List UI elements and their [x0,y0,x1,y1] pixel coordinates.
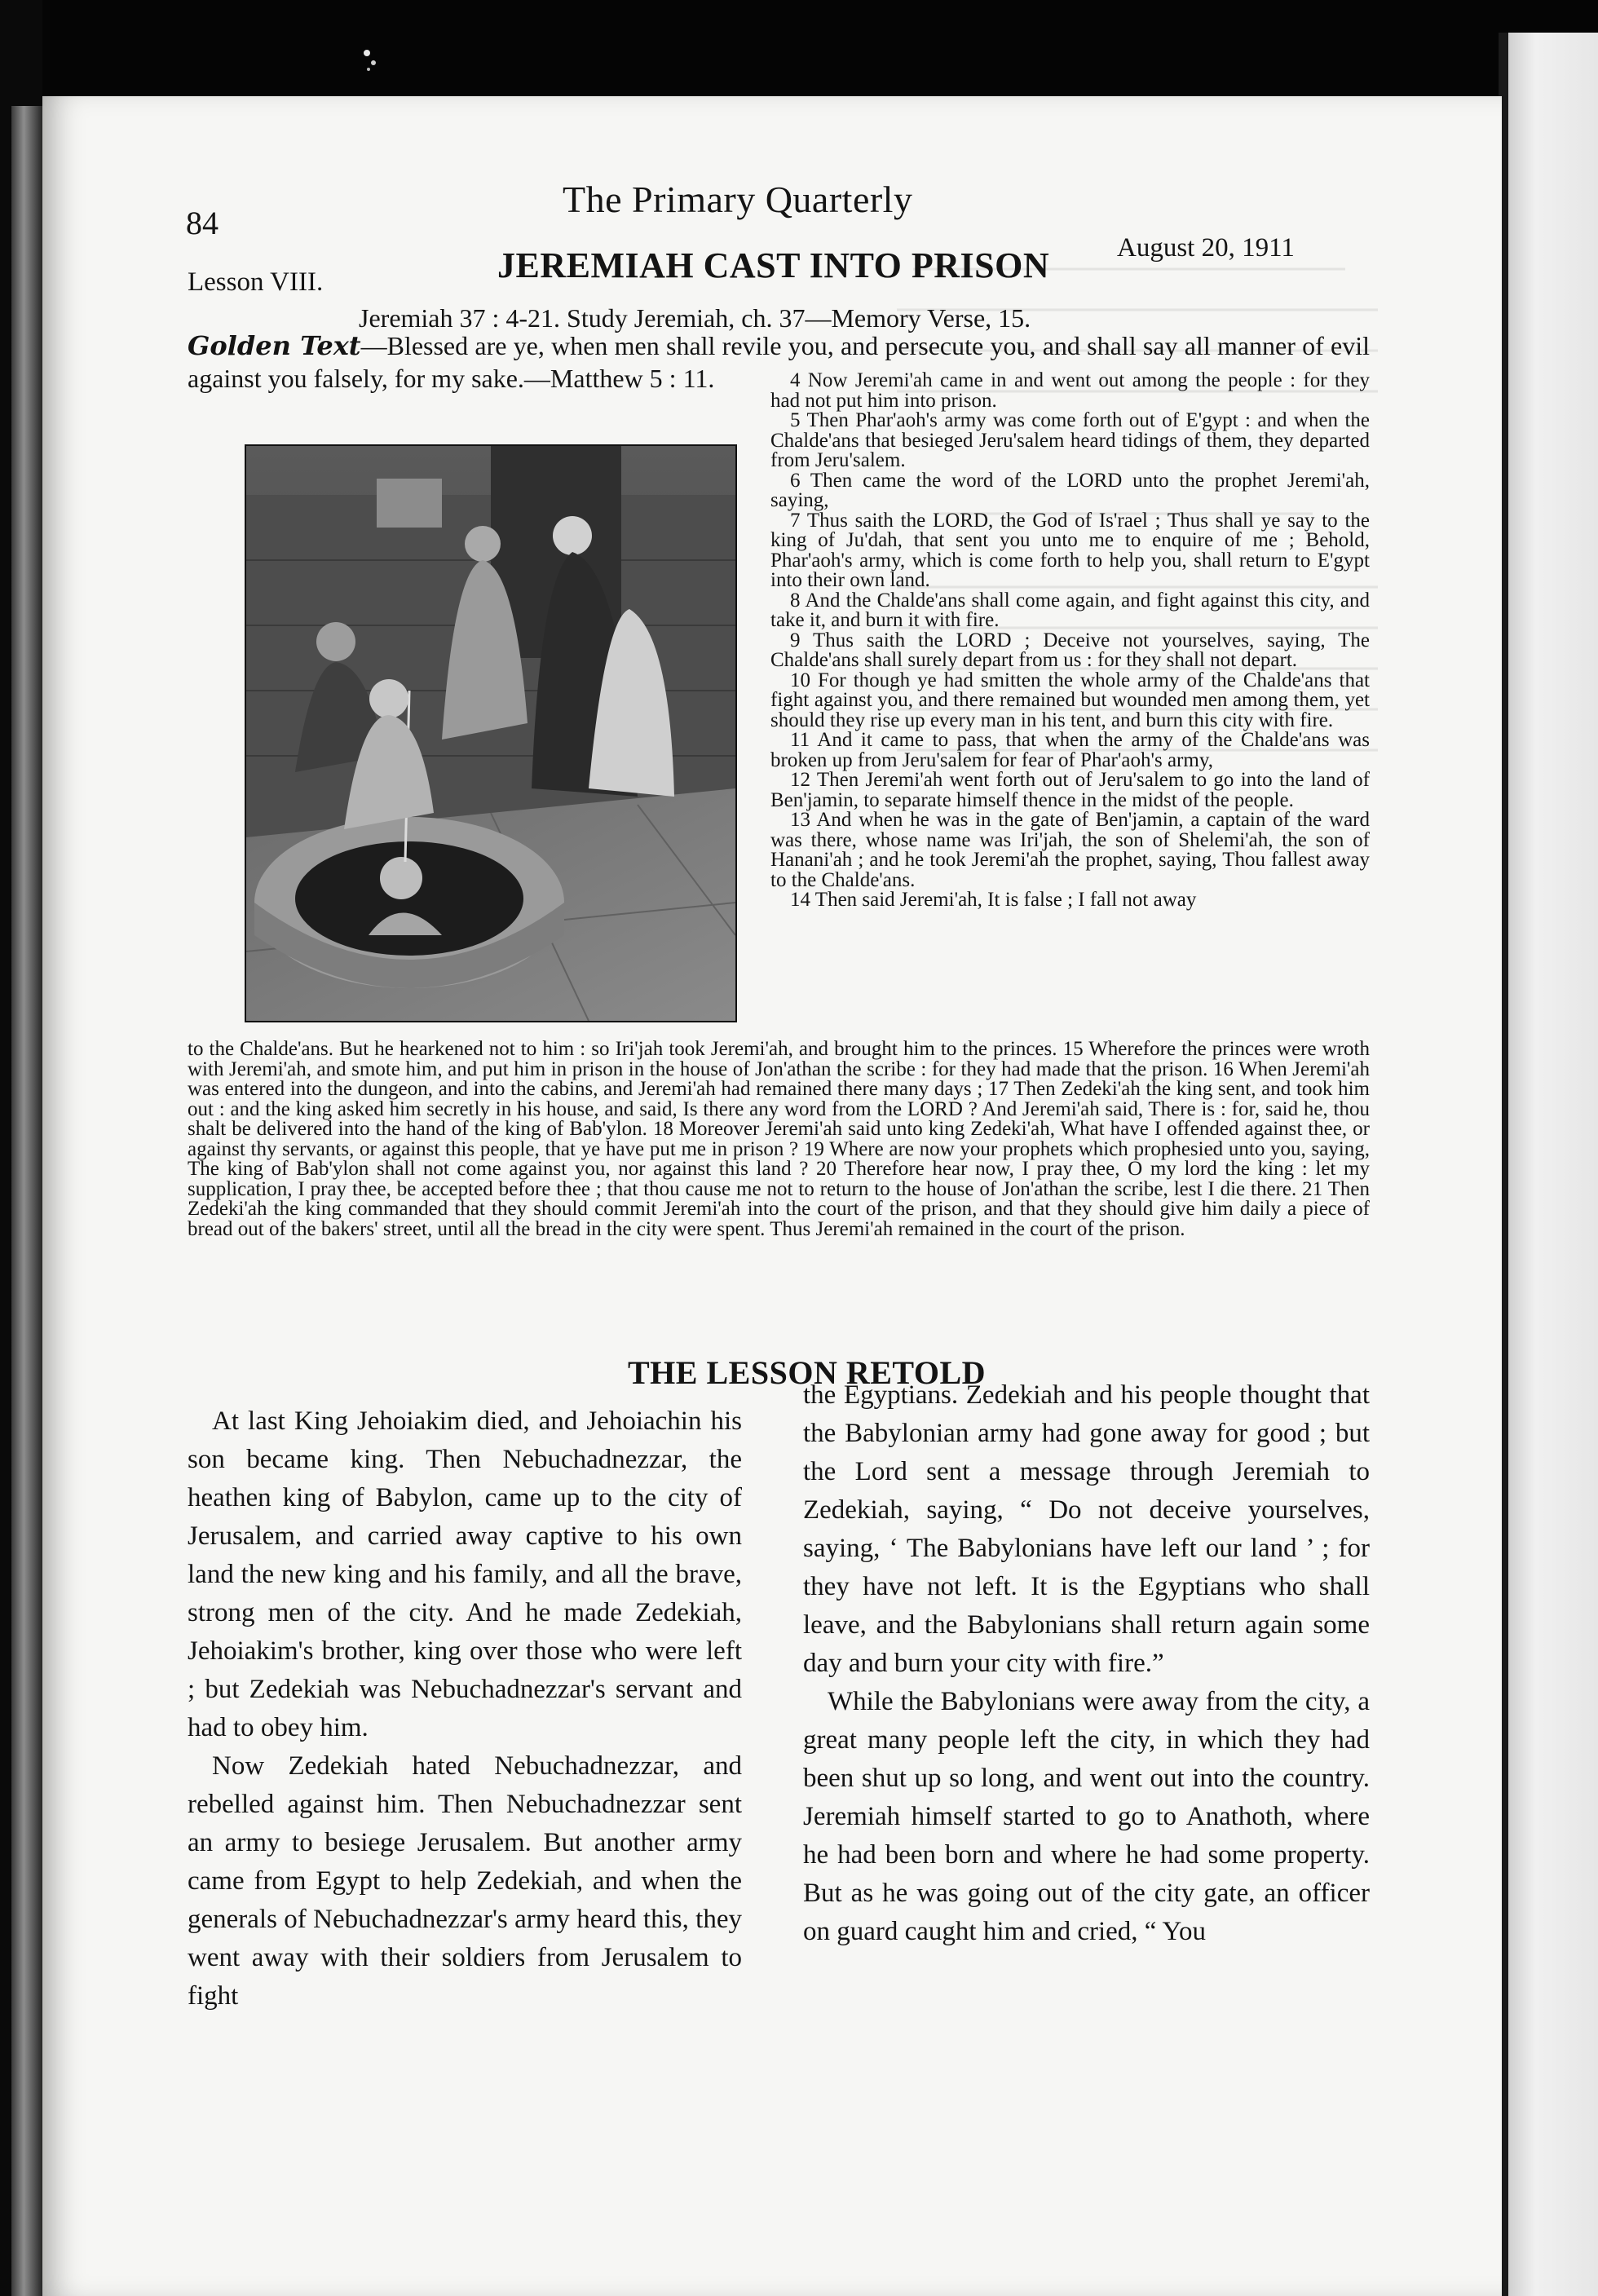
page-number: 84 [186,205,219,241]
lesson-date: August 20, 1911 [1117,233,1295,263]
scan-frame-top [0,0,1598,98]
verse-paragraph: 4 Now Jeremi'ah came in and went out among the people : for they had not put him into prison. [770,369,1370,412]
verse-paragraph: 10 For though ye had smitten the whole army of the Chalde'ans that fight against you, and there remained but wounded men among them, yet should they rise up every man in his tent, and burn this city with fire. [770,669,1370,731]
golden-text-body: —Blessed are ye, when men shall revile you, and persecute you, and shall say all manner of evil against you falsely, for my sake.—Matthew 5 : 11. [188,331,1371,393]
verse-paragraph: 5 Then Phar'aoh's army was come forth out of E'gypt : and when the Chalde'ans that besieged Jeru'salem heard tidings of them, they departed from Jeru'salem. [770,409,1370,471]
retold-paragraph: Now Zedekiah hated Nebuchadnezzar, and rebelled against him. Then Nebuchadnezzar sent an army to besiege Jerusalem. But another army came from Egypt to help Zedekiah, and when the generals of Nebuchadnezzar's army heard this, they went away with their soldiers from Jerusalem to fight [188,1751,742,2011]
scripture-reference: Jeremiah 37 : 4-21. Study Jeremiah, ch. 37—Memory Verse, 15. [359,303,1031,333]
verse-paragraph: 14 Then said Jeremi'ah, It is false ; I fall not away [790,889,1197,911]
verse-paragraph: 8 And the Chalde'ans shall come again, and fight against this city, and take it, and burn it with fire. [770,589,1370,631]
verse-paragraph: 12 Then Jeremi'ah went forth out of Jeru'salem to go into the land of Ben'jamin, to separate himself thence in the midst of the people. [770,769,1370,811]
retold-paragraph: the Egyptians. Zedekiah and his people thought that the Babylonian army had gone away for good ; but the Lord sent a message through Jeremiah to Zedekiah, saying, “ Do not deceive yourselves, saying, ‘ The Babylonians have left our land ’ ; for they have not left. It is the Egyptians who shall leave, and the Babylonians shall return again some day and burn your city with fire.” [803,1380,1370,1678]
lesson-title: JEREMIAH CAST INTO PRISON [497,245,1050,285]
book-spine [11,106,42,2296]
verse-paragraph: 11 And it came to pass, that when the army of the Chalde'ans was broken up from Jeru'salem for fear of Phar'aoh's army, [770,729,1370,771]
retold-right-column [803,1376,1370,1951]
retold-paragraph: While the Babylonians were away from the city, a great many people left the city, in which they had been shut up so long, and went out into the country. Jeremiah himself started to go to Anathoth, where he had been born and where he had some property. But as he was going out of the city gate, an officer on guard caught him and cried, “ You [803,1687,1370,1946]
scripture-verses-column [770,371,1370,911]
lesson-number: Lesson VIII. [188,267,324,297]
scripture-verses-wide: to the Chalde'ans. But he hearkened not to him : so Iri'jah took Jeremi'ah, and brought him to the princes. 15 Wherefore the princes were wroth with Jeremi'ah, and smote him, and put him in prison in the house of Jon'athan the scribe : for they had made that the prison. 16 When Jeremi'ah was entered into the dungeon, and into the cabins, and Jeremi'ah had remained there many days ; 17 Then Zedeki'ah the king sent, and took him out : and the king asked him secretly in his house, and said, Is there any word from the LORD ? And Jeremi'ah said, There is : for, said he, thou shalt be delivered into the hand of the king of Bab'ylon. 18 Moreover Jeremi'ah said unto king Zedeki'ah, What have I offended against thee, or against thy servants, or against this people, that ye have put me in prison ? 19 Where are now your prophets which prophesied unto you, saying, The king of Bab'ylon shall not come against you, nor against this land ? 20 Therefore hear now, I pray thee, O my lord the king : let my supplication, I pray thee, be accepted before thee ; that thou cause me not to return to the house of Jon'athan the scribe, lest I die there. 21 Then Zedeki'ah the king commanded that they should commit Jeremi'ah into the court of the prison, and that they should give him daily a piece of bread out of the bakers' street, until all the bread in the city were spent. Thus Jeremi'ah remained in the court of the prison. [188,1038,1370,1240]
verse-paragraph: 13 And when he was in the gate of Ben'jamin, a captain of the ward was there, whose name was Iri'jah, the son of Shelemi'ah, the son of Hanani'ah ; and he took Jeremi'ah the prophet, saying, Thou fallest away to the Chalde'ans. [770,809,1370,891]
running-head: The Primary Quarterly [563,179,913,220]
illustration-jeremiah-cistern [245,444,737,1022]
verse-paragraph: 7 Thus saith the LORD, the God of Is'rael ; Thus shall ye say to the king of Ju'dah, that sent you unto me to enquire of me ; Behold, Phar'aoh's army, which is come forth to help you, shall return to E'gypt into their own land. [770,509,1370,591]
verse-paragraph: 6 Then came the word of the LORD unto the prophet Jeremi'ah, saying, [770,469,1370,511]
retold-heading: THE LESSON RETOLD [628,1354,987,1391]
verse-paragraph: 9 Thus saith the LORD ; Deceive not yourselves, saying, The Chalde'ans shall surely depart from us : for they shall not depart. [770,629,1370,671]
golden-text-label: Golden Text [188,330,361,361]
retold-paragraph: At last King Jehoiakim died, and Jehoiachin his son became king. Then Nebuchadnezzar, the heathen king of Babylon, came up to the city of Jerusalem, and carried away captive to his own land the new king and his family, and all the brave, strong men of the city. And he made Zedekiah, Jehoiakim's brother, king over those who were left ; but Zedekiah was Nebuchadnezzar's servant and had to obey him. [188,1406,742,1742]
facing-page-edge [1508,33,1598,2296]
dust-specks [359,45,383,77]
retold-left-column [188,1402,742,2016]
